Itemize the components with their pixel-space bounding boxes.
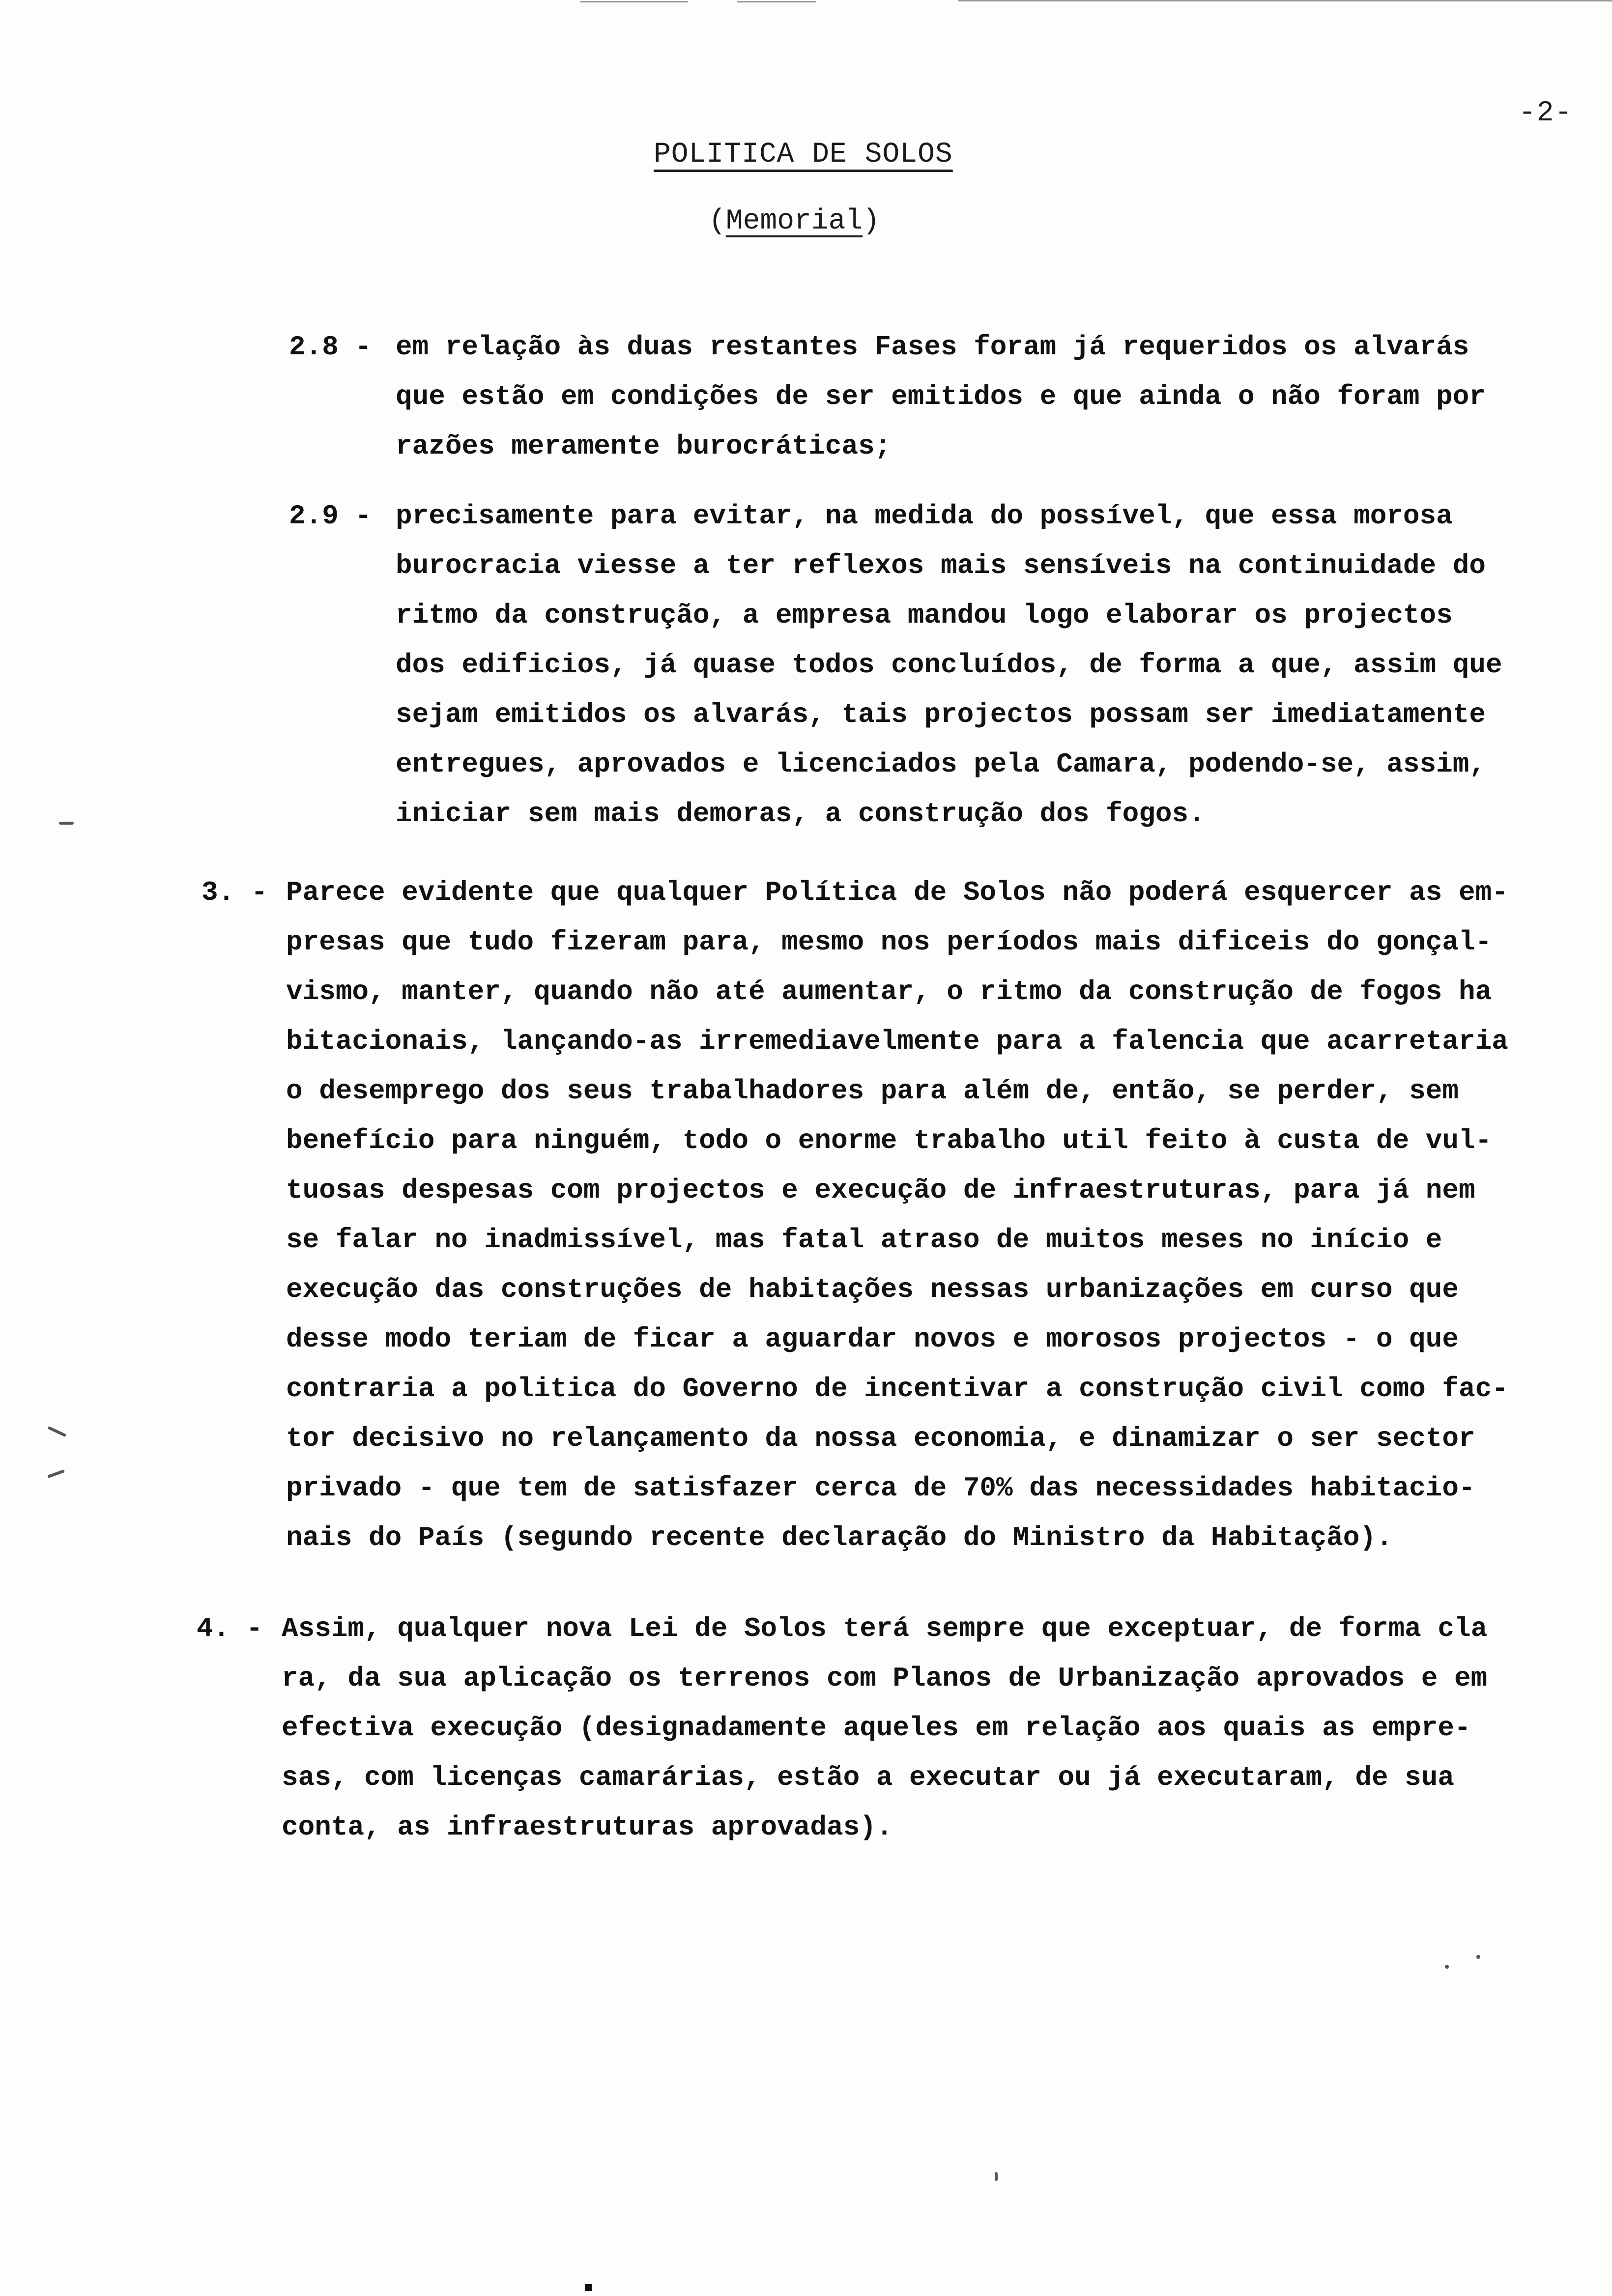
text-line: ra, da sua aplicação os terrenos com Planos de Urbanização aprovados e em bbox=[282, 1663, 1488, 1694]
text-line: que estão em condições de ser emitidos e que ainda o não foram por bbox=[396, 381, 1486, 412]
text-line: o desemprego dos seus trabalhadores para além de, então, se perder, sem bbox=[286, 1075, 1459, 1107]
section-number: 2.8 - bbox=[289, 331, 372, 363]
text-line: Parece evidente que qualquer Política de Solos não poderá esquercer as em- bbox=[286, 877, 1508, 908]
speck-mark bbox=[1476, 1955, 1480, 1959]
text-line: bitacionais, lançando-as irremediavelmente para a falencia que acarretaria bbox=[286, 1026, 1508, 1057]
text-line: vismo, manter, quando não até aumentar, o ritmo da construção de fogos ha bbox=[286, 976, 1492, 1007]
margin-mark bbox=[47, 1469, 65, 1478]
text-line: em relação às duas restantes Fases foram já requeridos os alvarás bbox=[396, 331, 1469, 363]
speck-mark bbox=[1445, 1965, 1449, 1969]
text-line: benefício para ninguém, todo o enorme trabalho util feito à custa de vul- bbox=[286, 1125, 1492, 1156]
document-subtitle bbox=[709, 205, 880, 237]
subtitle-open-paren: ( bbox=[709, 205, 726, 237]
section-number: 2.9 - bbox=[289, 500, 372, 532]
margin-mark bbox=[59, 822, 74, 825]
text-line: razões meramente burocráticas; bbox=[396, 430, 892, 462]
text-line: precisamente para evitar, na medida do possível, que essa morosa bbox=[396, 500, 1453, 532]
section-body bbox=[396, 322, 1565, 471]
text-line: nais do País (segundo recente declaração do Ministro da Habitação). bbox=[286, 1522, 1393, 1553]
text-line: execução das construções de habitações nessas urbanizações em curso que bbox=[286, 1274, 1459, 1305]
text-line: tor decisivo no relançamento da nossa economia, e dinamizar o ser sector bbox=[286, 1423, 1475, 1454]
scan-artifact-line bbox=[580, 1, 688, 2]
page-number: -2- bbox=[1519, 97, 1573, 129]
footer-mark bbox=[585, 2284, 592, 2291]
section-number: 4. - bbox=[197, 1613, 263, 1644]
text-line: presas que tudo fizeram para, mesmo nos períodos mais dificeis do gonçal- bbox=[286, 926, 1492, 958]
text-line: se falar no inadmissível, mas fatal atraso de muitos meses no início e bbox=[286, 1224, 1442, 1256]
scan-artifact-line bbox=[958, 0, 1612, 1]
section-body bbox=[286, 868, 1612, 1563]
text-line: ritmo da construção, a empresa mandou logo elaborar os projectos bbox=[396, 600, 1453, 631]
text-line: entregues, aprovados e licenciados pela Camara, podendo-se, assim, bbox=[396, 748, 1486, 780]
text-line: conta, as infraestruturas aprovadas). bbox=[282, 1811, 893, 1843]
scan-artifact-line bbox=[737, 1, 816, 2]
section-body bbox=[282, 1604, 1609, 1852]
text-line: burocracia viesse a ter reflexos mais sensíveis na continuidade do bbox=[396, 550, 1486, 581]
text-line: tuosas despesas com projectos e execução de infraestruturas, para já nem bbox=[286, 1175, 1475, 1206]
text-line: dos edificios, já quase todos concluídos, de forma a que, assim que bbox=[396, 649, 1502, 681]
text-line: sas, com licenças camarárias, estão a executar ou já executaram, de sua bbox=[282, 1762, 1454, 1793]
subtitle-close-paren: ) bbox=[863, 205, 880, 237]
speck-mark bbox=[995, 2172, 998, 2181]
text-line: efectiva execução (designadamente aqueles em relação aos quais as empre- bbox=[282, 1712, 1471, 1744]
document-title: POLITICA DE SOLOS bbox=[654, 139, 953, 171]
subtitle-word: Memorial bbox=[725, 205, 863, 237]
margin-mark bbox=[48, 1426, 67, 1437]
section-number: 3. - bbox=[202, 877, 268, 908]
text-line: contraria a politica do Governo de incentivar a construção civil como fac- bbox=[286, 1373, 1508, 1405]
text-line: sejam emitidos os alvarás, tais projectos possam ser imediatamente bbox=[396, 699, 1486, 730]
text-line: Assim, qualquer nova Lei de Solos terá sempre que exceptuar, de forma cla bbox=[282, 1613, 1488, 1644]
text-line: desse modo teriam de ficar a aguardar novos e morosos projectos - o que bbox=[286, 1323, 1459, 1355]
text-line: privado - que tem de satisfazer cerca de 70% das necessidades habitacio- bbox=[286, 1472, 1475, 1504]
section-body bbox=[396, 491, 1565, 839]
text-line: iniciar sem mais demoras, a construção dos fogos. bbox=[396, 798, 1205, 830]
